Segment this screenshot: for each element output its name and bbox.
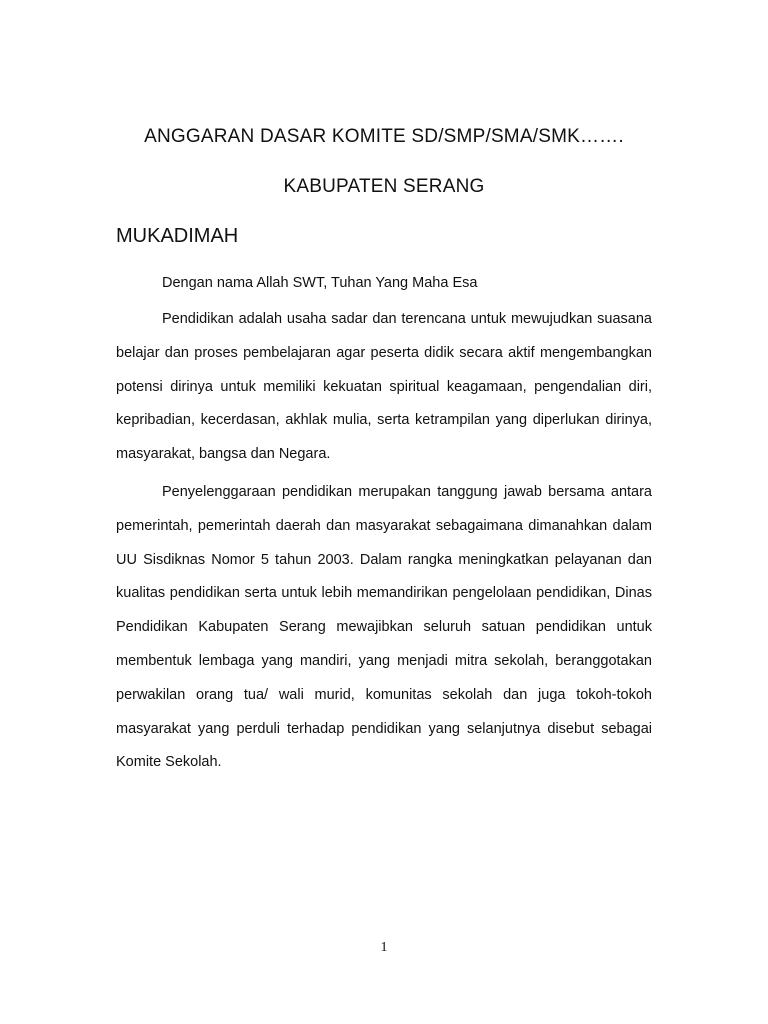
opening-paragraph: [116, 267, 652, 301]
paragraph-1-text: Pendidikan adalah usaha sadar dan terencana untuk mewujudkan suasana belajar dan proses pembelajaran agar peserta didik secara aktif mengembangkan potensi dirinya untuk memiliki kekuatan spiritual keagamaan, pengendalian diri, kepribadian, kecerdasan, akhlak mulia, serta ketrampilan yang diperlukan dirinya, masyarakat, bangsa dan Negara.: [116, 311, 652, 463]
paragraph-2: [116, 476, 652, 780]
paragraph-2-text: Penyelenggaraan pendidikan merupakan tanggung jawab bersama antara pemerintah, pemerintah daerah dan masyarakat sebagaimana dimanahkan dalam UU Sisdiknas Nomor 5 tahun 2003. Dalam rangka meningkatkan pelayanan dan kualitas pendidikan serta untuk lebih memandirikan pengelolaan pendidikan, Dinas Pendidikan Kabupaten Serang mewajibkan seluruh satuan pendidikan untuk membentuk lembaga yang mandiri, yang menjadi mitra sekolah, beranggotakan perwakilan orang tua/ wali murid, komunitas sekolah dan juga tokoh-tokoh masyarakat yang perduli terhadap pendidikan yang selanjutnya disebut sebagai Komite Sekolah.: [116, 484, 652, 771]
page-number: 1: [380, 940, 388, 955]
section-heading: MUKADIMAH: [116, 225, 239, 247]
document-title: ANGGARAN DASAR KOMITE SD/SMP/SMA/SMK…….: [144, 126, 624, 147]
paragraph-1: [116, 303, 652, 472]
document-subtitle: KABUPATEN SERANG: [283, 176, 485, 197]
opening-line: Dengan nama Allah SWT, Tuhan Yang Maha Esa: [162, 275, 478, 291]
